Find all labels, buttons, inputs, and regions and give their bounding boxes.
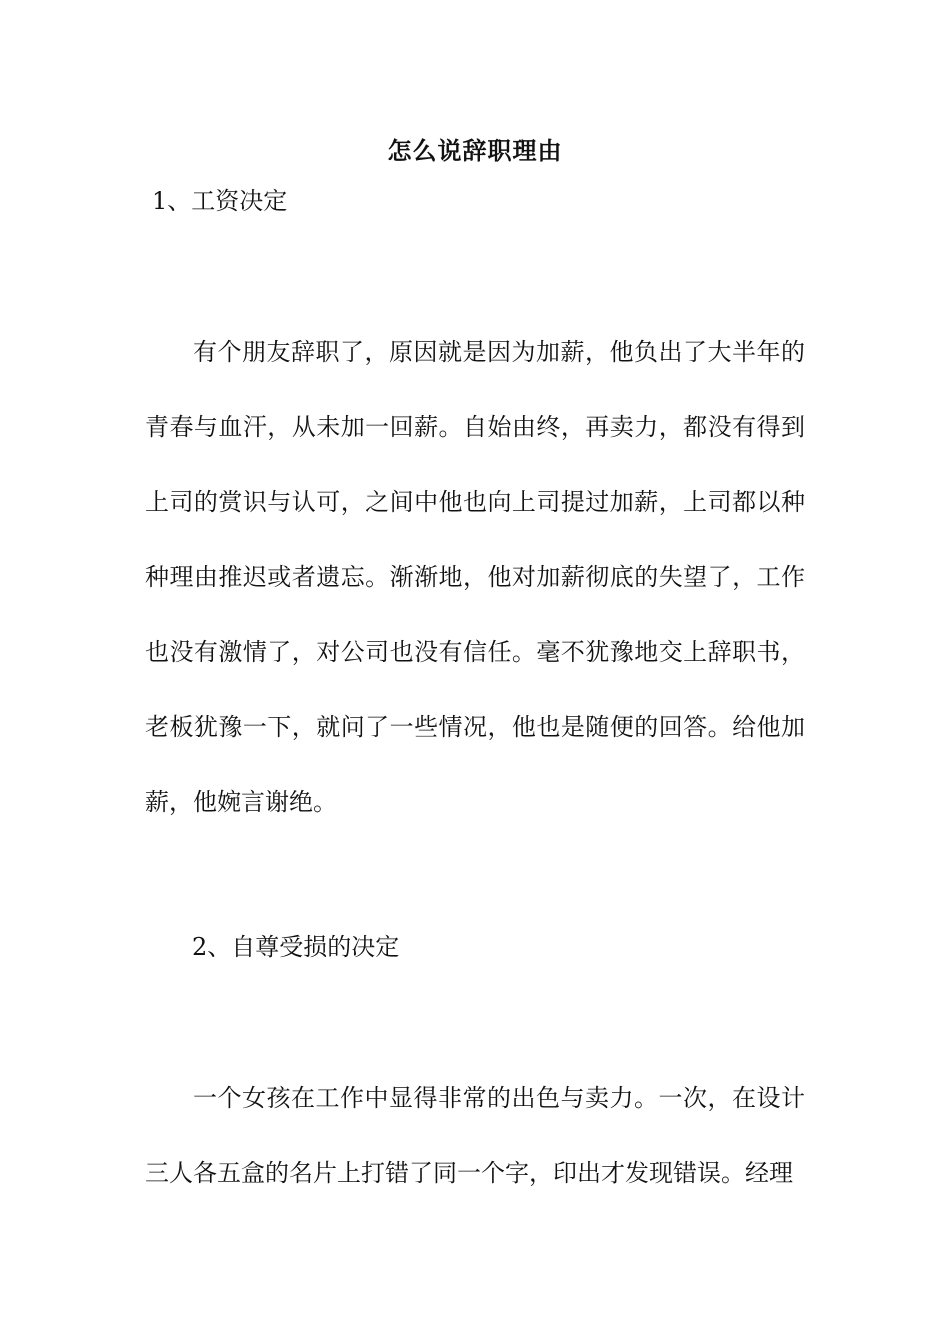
section-heading-1: 1、工资决定	[152, 187, 288, 215]
section-paragraph-1: 有个朋友辞职了，原因就是因为加薪，他负出了大半年的青春与血汗，从未加一回薪。自始由终，再卖力，都没有得到上司的赏识与认可，之间中他也向上司提过加薪，上司都以种种理由推迟或者遗忘。渐渐地，他对加薪彻底的失望了，工作也没有激情了，对公司也没有信任。毫不犹豫地交上辞职书，老板犹豫一下，就问了一些情况，他也是随便的回答。给他加薪，他婉言谢绝。	[145, 338, 805, 816]
section-heading-2: 2、自尊受损的决定	[192, 933, 400, 961]
document-title: 怎么说辞职理由	[387, 136, 563, 165]
section-paragraph-2: 一个女孩在工作中显得非常的出色与卖力。一次，在设计三人各五盒的名片上打错了同一个字，印出才发现错误。经理	[145, 1084, 805, 1187]
